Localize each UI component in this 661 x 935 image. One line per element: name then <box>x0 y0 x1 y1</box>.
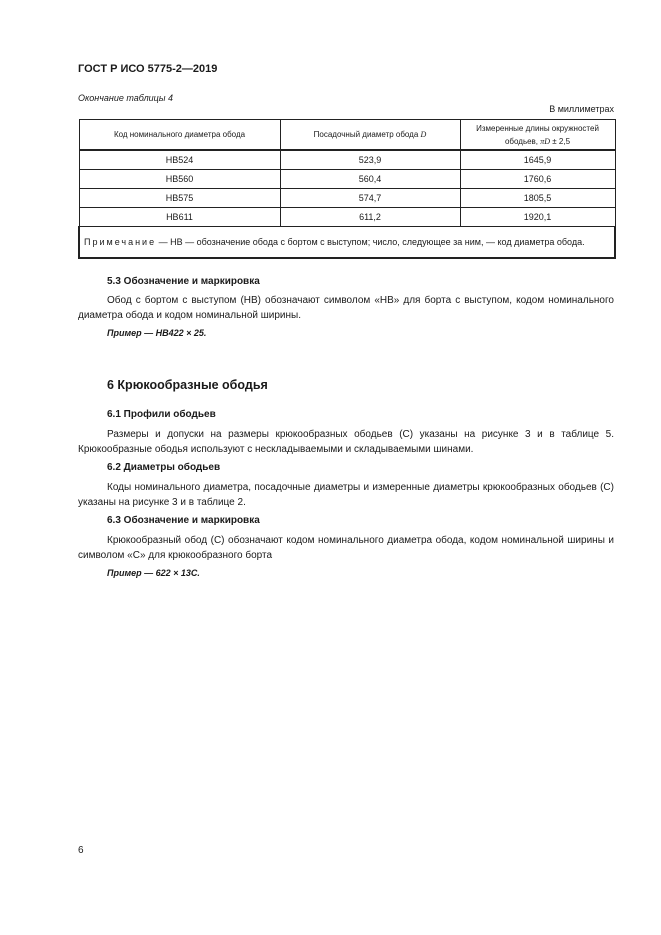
cell-code: НВ524 <box>79 150 280 170</box>
column-header-circ-var: πD <box>540 136 551 146</box>
cell-seat-diameter: 611,2 <box>280 208 460 227</box>
cell-circumference: 1760,6 <box>460 170 615 189</box>
cell-circumference: 1645,9 <box>460 150 615 170</box>
section-6-1-paragraph: Размеры и допуски на размеры крюкообразных ободьев (С) указаны на рисунке 3 и в таблице 5. Крюкообразные ободья используют с нескладываемыми и складываемыми шинами. <box>78 429 614 455</box>
column-header-circ-suffix: ± 2,5 <box>552 136 571 146</box>
section-6-2-heading: 6.2 Диаметры ободьев <box>107 462 221 473</box>
table-note-row <box>79 227 615 259</box>
table-row <box>79 208 615 227</box>
cell-code: НВ560 <box>79 170 280 189</box>
section-6-heading: 6 Крюкообразные ободья <box>107 378 268 392</box>
section-6-3-example: Пример — 622 × 13С. <box>107 568 200 578</box>
column-header-seat-diameter <box>280 120 460 151</box>
document-header: ГОСТ Р ИСО 5775-2—2019 <box>78 63 218 75</box>
section-6-3-paragraph: Крюкообразный обод (С) обозначают кодом номинального диаметра обода, кодом номинальной ширины и символом «С» для крюкообразного борта <box>78 535 614 561</box>
table-row <box>79 189 615 208</box>
section-5-3-heading: 5.3 Обозначение и маркировка <box>107 276 260 287</box>
note-text: — НВ — обозначение обода с бортом с выступом; число, следующее за ним, — код диаметра обода. <box>156 236 585 247</box>
section-6-2-paragraph: Коды номинального диаметра, посадочные диаметры и измеренные диаметры крюкообразных ободьев (С) указаны на рисунке 3 и в таблице 2. <box>78 482 614 508</box>
section-6-3-heading: 6.3 Обозначение и маркировка <box>107 515 260 526</box>
cell-seat-diameter: 574,7 <box>280 189 460 208</box>
table-note <box>79 227 615 259</box>
cell-code: НВ611 <box>79 208 280 227</box>
column-header-circumference <box>460 120 615 151</box>
section-5-3-paragraph: Обод с бортом с выступом (НВ) обозначают символом «НВ» для борта с выступом, кодом номинального диаметра обода и кодом номинальной ширины. <box>78 295 614 321</box>
cell-code: НВ575 <box>79 189 280 208</box>
section-5-3-example: Пример — НВ422 × 25. <box>107 328 207 338</box>
cell-seat-diameter: 560,4 <box>280 170 460 189</box>
table-row <box>79 150 615 170</box>
cell-circumference: 1805,5 <box>460 189 615 208</box>
rim-diameter-table <box>78 119 616 259</box>
column-header-seat-var: D <box>420 130 427 139</box>
note-label: Примечание <box>84 236 157 247</box>
cell-circumference: 1920,1 <box>460 208 615 227</box>
page-number: 6 <box>78 845 84 856</box>
table-header-row <box>79 120 615 151</box>
column-header-code: Код номинального диаметра обода <box>79 120 280 151</box>
table-units: В миллиметрах <box>549 104 614 114</box>
column-header-circ-line1: Измеренные длины окружностей <box>476 123 599 133</box>
section-6-1-heading: 6.1 Профили ободьев <box>107 409 216 420</box>
table-caption: Окончание таблицы 4 <box>78 93 173 103</box>
table-row <box>79 170 615 189</box>
column-header-seat-text: Посадочный диаметр обода <box>313 130 419 139</box>
cell-seat-diameter: 523,9 <box>280 150 460 170</box>
column-header-circ-prefix: ободьев, <box>504 136 539 146</box>
